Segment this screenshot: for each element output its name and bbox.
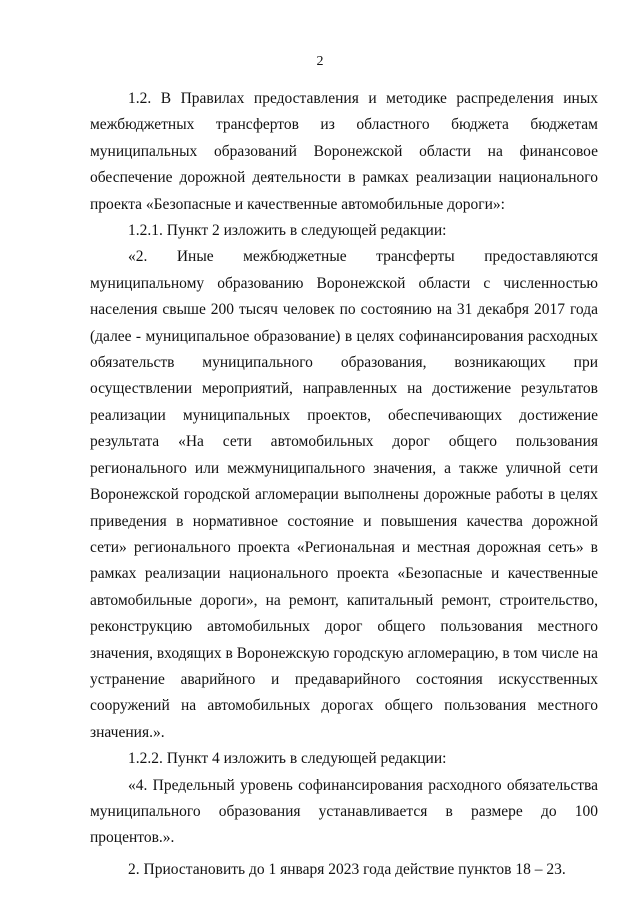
paragraph-1-2-1: 1.2.1. Пункт 2 изложить в следующей редакции: — [128, 222, 447, 240]
paragraph-1-2: 1.2. В Правилах предоставления и методике распределения иных межбюджетных трансфертов из областного бюджета бюджетам муниципальных образований Воронежской области на финансовое обеспечение дорожной деятельности в рамках реализации национального проекта «Безопасные и качественные автомобильные дороги»: — [90, 90, 598, 213]
paragraph-2: 2. Приостановить до 1 января 2023 года действие пунктов 18 – 23. — [128, 860, 566, 878]
paragraph-quote-2: «2. Иные межбюджетные трансферты предоставляются муниципальному образованию Воронежской области с численностью населения свыше 200 тысяч человек по состоянию на 31 декабря 2017 года (далее - муниципальное образование) в целях софинансирования расходных обязательств муниципального образования, возникающих при осуществлении мероприятий, направленных на достижение результатов реализации муниципальных проектов, обеспечивающих достижение результата «На сети автомобильных дорог общего пользования регионального или межмуниципального значения, а также уличной сети Воронежской городской агломерации выполнены дорожные работы в целях приведения в нормативное состояние и повышения качества дорожной сети» регионального проекта «Региональная и местная дорожная сеть» в рамках реализации национального проекта «Безопасные и качественные автомобильные дороги», на ремонт, капитальный ремонт, строительство, реконструкцию автомобильных дорог общего пользования местного значения, входящих в Воронежскую городскую агломерацию, в том числе на устранение аварийного и предаварийного состояния искусственных сооружений на автомобильных дорогах общего пользования местного значения.». — [90, 248, 598, 741]
page-number: 2 — [316, 54, 324, 69]
paragraph-1-2-2: 1.2.2. Пункт 4 изложить в следующей редакции: — [128, 750, 447, 768]
paragraph-quote-4: «4. Предельный уровень софинансирования расходного обязательства муниципального образования устанавливается в размере до 100 процентов.». — [90, 776, 598, 847]
document-body — [90, 86, 598, 883]
